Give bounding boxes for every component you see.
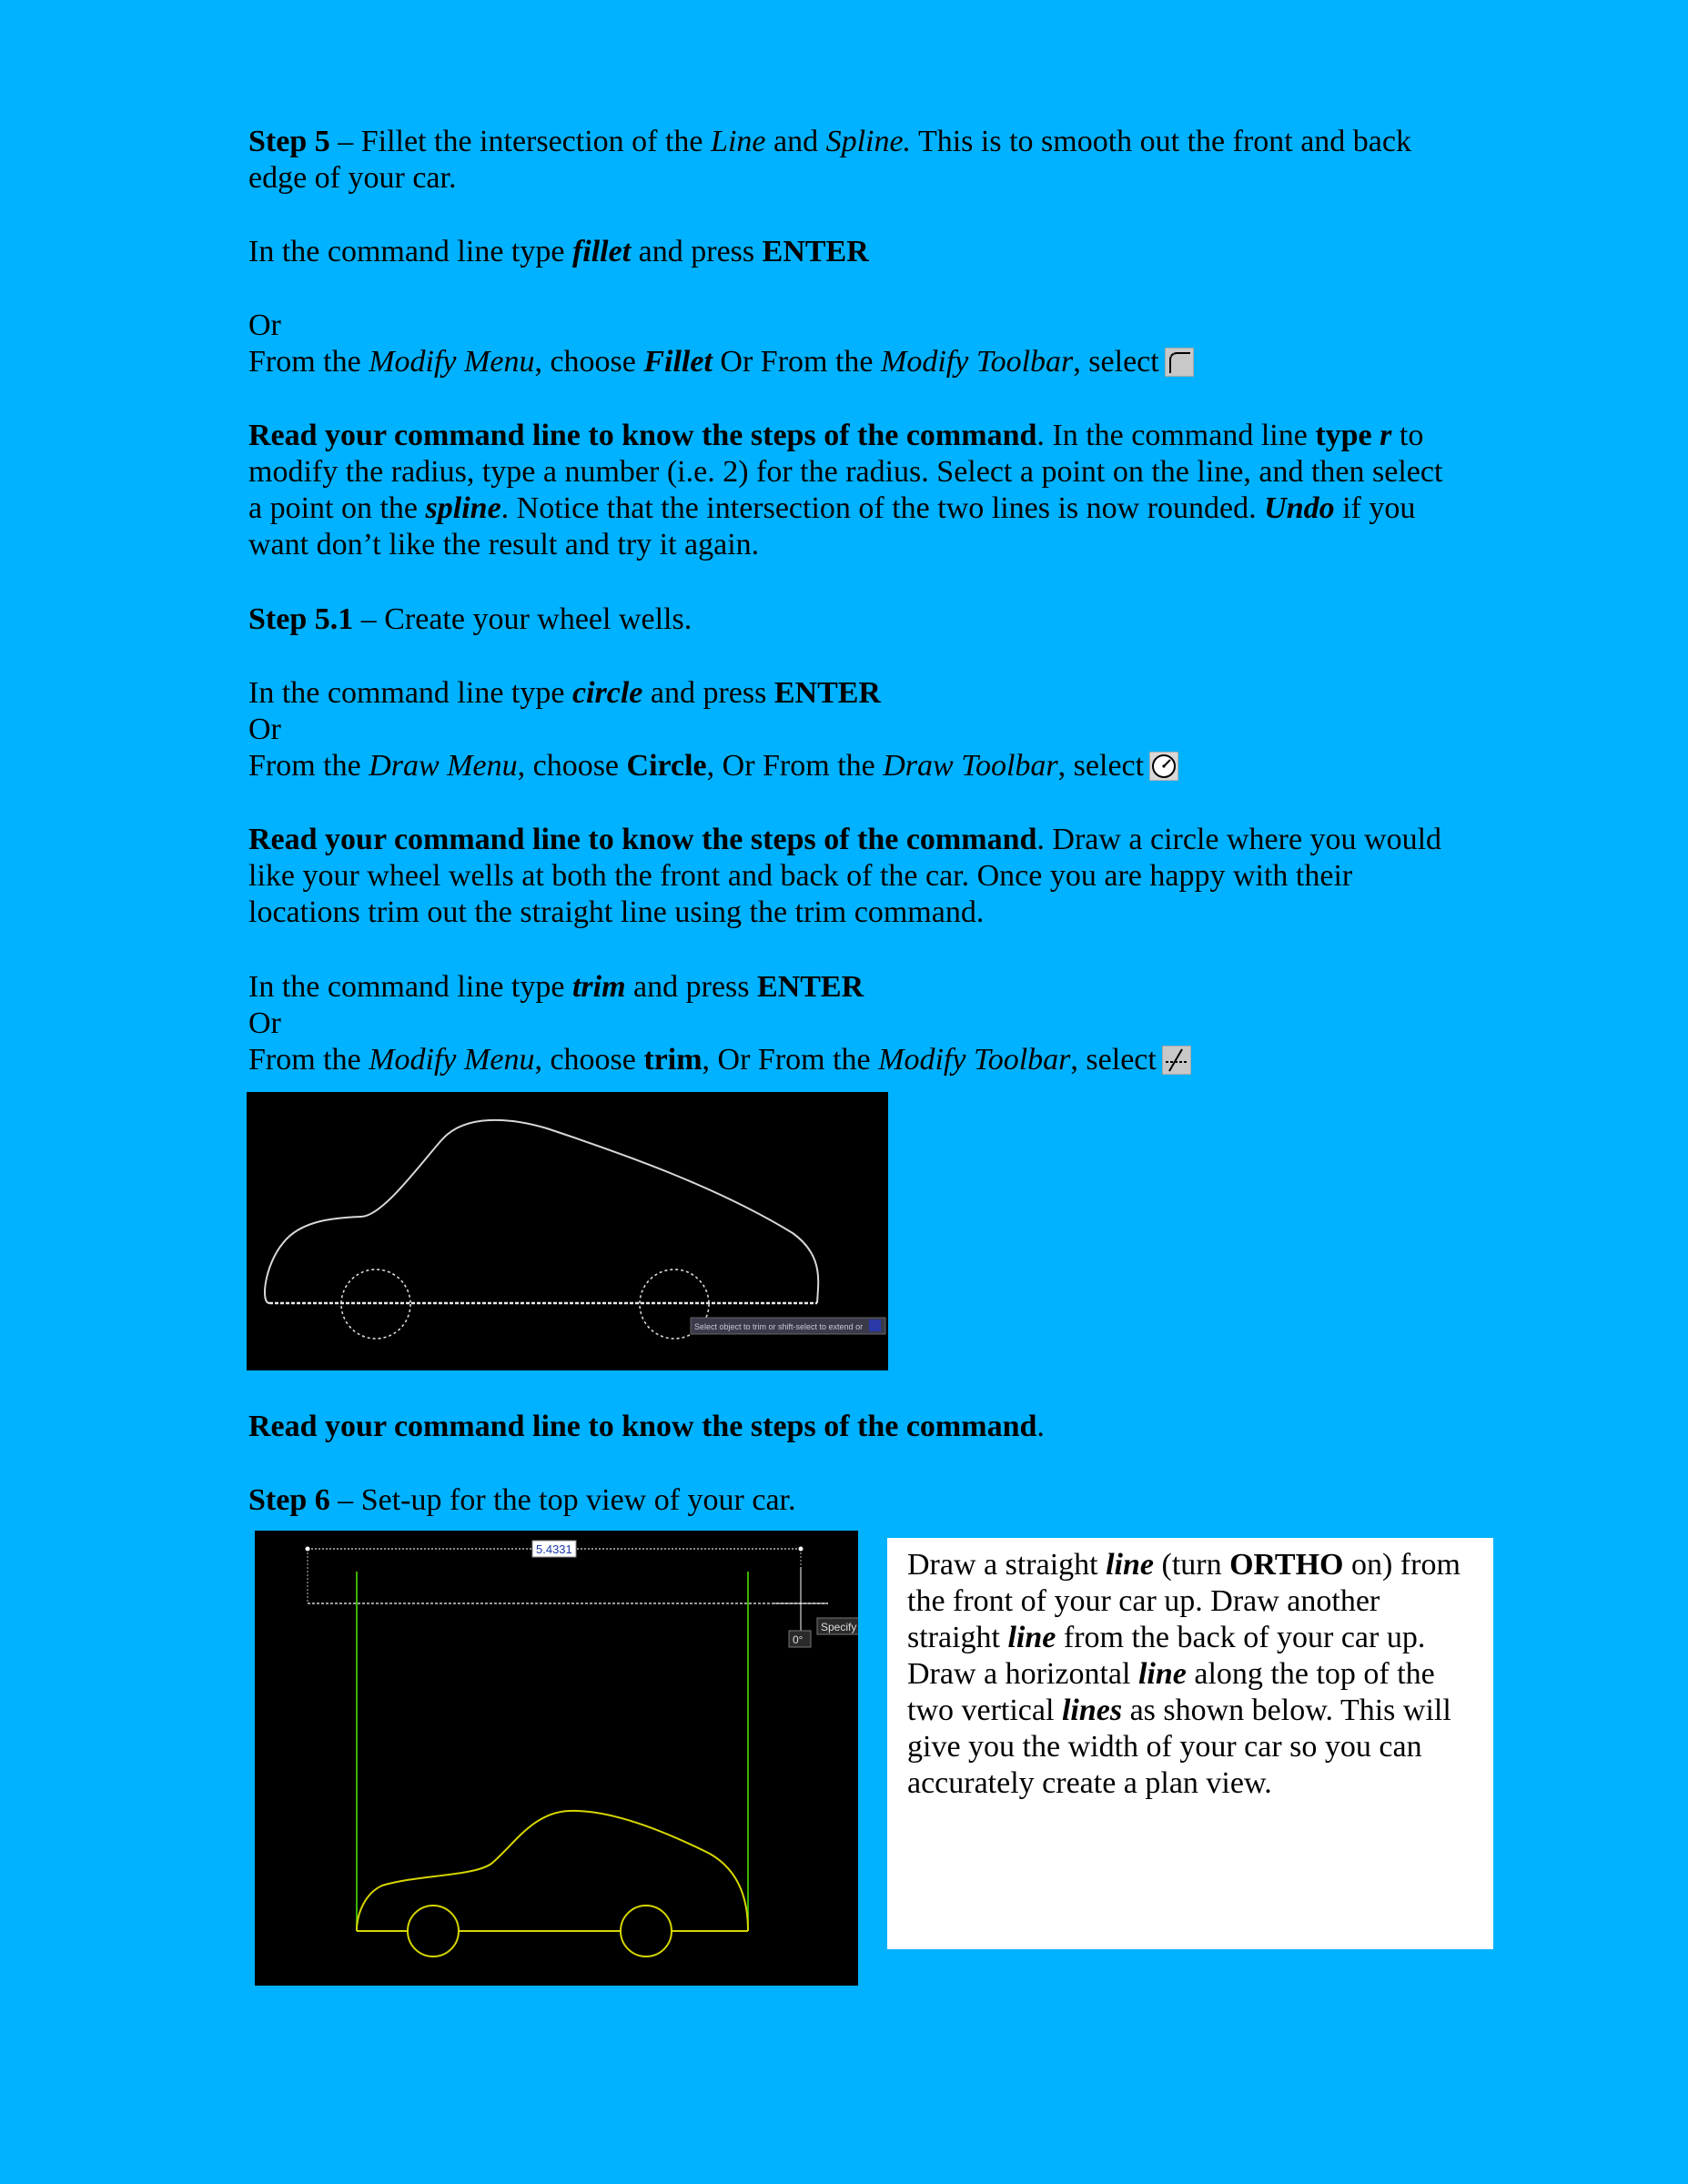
- top-view-setup-screenshot: [255, 1531, 858, 1986]
- dim-grip-left: [306, 1547, 310, 1552]
- step5-label: Step 5: [248, 125, 330, 158]
- fillet-command: fillet: [571, 235, 632, 268]
- trim-drawing: [247, 1092, 888, 1370]
- step5-paragraph: Step 5 – Fillet the intersection of the Line and Spline. This is to smooth out the front and back edge of your car.: [248, 125, 1411, 195]
- or-2: Or: [248, 713, 281, 746]
- read-command-line-reminder: Read your command line to know the steps of the command.: [248, 1410, 1045, 1443]
- tooltip-arrow-icon: [869, 1320, 881, 1331]
- step51-paragraph: Step 5.1 – Create your wheel wells.: [248, 602, 692, 636]
- rear-wheel-yellow: [621, 1906, 672, 1956]
- step51-label: Step 5.1: [248, 602, 354, 636]
- fillet-icon[interactable]: [1165, 348, 1194, 377]
- dimension-value: 5.4331: [536, 1542, 572, 1556]
- car-profile: [265, 1120, 818, 1303]
- or-3: Or: [248, 1006, 281, 1040]
- top-view-drawing: [255, 1531, 858, 1986]
- trim-command: trim: [571, 970, 626, 1004]
- angle-value: 0°: [793, 1633, 804, 1646]
- trim-tooltip-text: Select object to trim or shift-select to extend or: [694, 1322, 864, 1331]
- or-1: Or: [248, 308, 281, 342]
- fillet-instructions: Read your command line to know the steps of the command. In the command line type r to modify the radius, type a number (i.e. 2) for the radius. Select a point on the line, and then select a point on the spline. Notice that the intersection of the two lines is now rounded. Undo if you want don’t like the result and try it again.: [248, 419, 1443, 561]
- fillet-command-line: In the command line type fillet and press ENTER: [248, 235, 869, 268]
- circle-command-line: In the command line type circle and press ENTER: [248, 676, 881, 710]
- circle-icon[interactable]: [1149, 752, 1178, 781]
- trim-screenshot: [247, 1092, 888, 1370]
- step6-instruction-box: Draw a straight line (turn ORTHO on) from the front of your car up. Draw another straight line from the back of your car up. Draw a horizontal line along the top of the two vertical lines as shown below. This will give you the width of your car so you can accurately create a plan view.: [887, 1538, 1493, 1949]
- step6-label: Step 6: [248, 1483, 330, 1517]
- dim-grip-right: [799, 1547, 804, 1552]
- step6-paragraph: Step 6 – Set-up for the top view of your car.: [248, 1483, 796, 1517]
- circle-menu-line: From the Draw Menu, choose Circle, Or From the Draw Toolbar, select: [248, 748, 1450, 784]
- trim-icon[interactable]: [1162, 1046, 1191, 1075]
- circle-instructions: Read your command line to know the steps of the command. Draw a circle where you would like your wheel wells at both the front and back of the car. Once you are happy with their locations trim out the straight line using the trim command.: [248, 823, 1442, 929]
- fillet-menu-line: From the Modify Menu, choose Fillet Or From the Modify Toolbar, select: [248, 344, 1450, 380]
- circle-command: circle: [571, 676, 643, 710]
- specify-prompt: Specify: [821, 1621, 857, 1633]
- trim-menu-line: From the Modify Menu, choose trim, Or From the Modify Toolbar, select: [248, 1042, 1450, 1078]
- trim-command-line: In the command line type trim and press ENTER: [248, 970, 864, 1004]
- front-wheel-yellow: [408, 1906, 459, 1956]
